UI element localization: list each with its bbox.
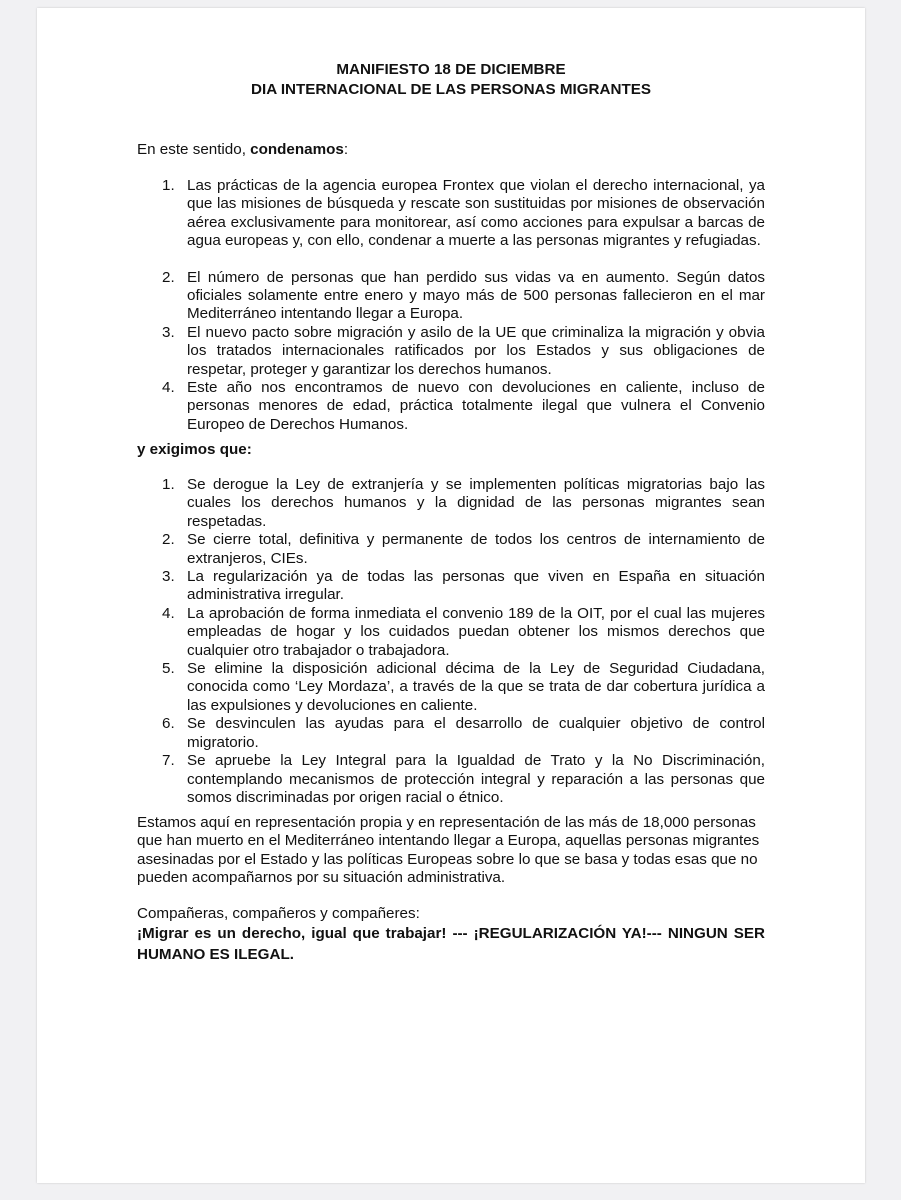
item-number: 6.	[162, 715, 175, 733]
list-item	[137, 531, 765, 568]
salutation: Compañeras, compañeros y compañeres:	[137, 905, 420, 922]
item-number: 7.	[162, 752, 175, 770]
list-item	[137, 660, 765, 715]
list-item	[137, 379, 765, 434]
document-title: MANIFIESTO 18 DE DICIEMBRE	[336, 61, 566, 78]
item-number: 2.	[162, 531, 175, 549]
slogan: ¡Migrar es un derecho, igual que trabajar! --- ¡REGULARIZACIÓN YA!--- NINGUN SER HUMANO ES ILEGAL.	[137, 925, 765, 963]
document-subtitle: DIA INTERNACIONAL DE LAS PERSONAS MIGRANTES	[251, 81, 651, 98]
list-item	[137, 177, 765, 251]
item-number: 3.	[162, 323, 175, 341]
demand-heading: y exigimos que:	[137, 441, 252, 458]
item-number: 2.	[162, 268, 175, 286]
intro-prefix: En este sentido,	[137, 141, 251, 158]
item-text: Se apruebe la Ley Integral para la Igualdad de Trato y la No Discriminación, contemplando mecanismos de protección integral y reparación a las personas que somos discriminadas por origen racial o étnico.	[187, 752, 765, 806]
list-item	[137, 269, 765, 324]
item-number: 1.	[162, 476, 175, 493]
item-number: 5.	[162, 660, 175, 678]
intro-suffix: :	[343, 141, 349, 158]
item-text: Este año nos encontramos de nuevo con devoluciones en caliente, incluso de personas menores de edad, práctica totalmente ilegal que vulnera el Convenio Europeo de Derechos Humanos.	[187, 379, 765, 433]
item-number: 4.	[162, 604, 175, 622]
item-text: El número de personas que han perdido sus vidas va en aumento. Según datos oficiales solamente entre enero y mayo más de 500 personas fallecieron en el mar Mediterráneo intentando llegar a Europa.	[187, 268, 765, 323]
closing-paragraph: Estamos aquí en representación propia y en representación de las más de 18,000 personas que han muerto en el Mediterráneo intentando llegar a Europa, aquellas personas migrantes asesinadas por el Estado y las políticas Europeas sobre lo que se basa y todas esas que no pueden acompañarnos por su situación administrativa.	[137, 814, 760, 887]
list-item	[137, 476, 765, 531]
item-text: La regularización ya de todas las personas que viven en España en situación administrativa irregular.	[187, 568, 765, 604]
item-text: Se elimine la disposición adicional décima de la Ley de Seguridad Ciudadana, conocida como ‘Ley Mordaza’, a través de la que se trata de dar cobertura jurídica a las expulsiones y devoluciones en caliente.	[187, 660, 765, 714]
list-item	[137, 605, 765, 660]
item-number: 4.	[162, 379, 175, 397]
list-item	[137, 752, 765, 807]
condemn-list	[137, 177, 765, 434]
item-text: Se derogue la Ley de extranjería y se implementen políticas migratorias bajo las cuales los derechos humanos y la dignidad de las personas migrantes sean respetadas.	[187, 476, 765, 530]
item-text: La aprobación de forma inmediata el convenio 189 de la OIT, por el cual las mujeres empleadas de hogar y los cuidados puedan obtener los mismos derechos que cualquier otro trabajador o trabajadora.	[187, 604, 765, 659]
list-item	[137, 568, 765, 605]
demand-list	[137, 476, 765, 807]
intro-bold-word: condenamos	[250, 141, 344, 158]
item-text: Se cierre total, definitiva y permanente de todos los centros de internamiento de extranjeros, CIEs.	[187, 531, 765, 567]
item-text: Se desvinculen las ayudas para el desarrollo de cualquier objetivo de control migratorio.	[187, 715, 765, 751]
document-page	[37, 8, 865, 1183]
intro-line	[137, 141, 765, 159]
item-text: El nuevo pacto sobre migración y asilo de la UE que criminaliza la migración y obvia los tratados internacionales ratificados por los Estados y sus obligaciones de respetar, proteger y garantizar los derechos humanos.	[187, 323, 765, 378]
item-number: 1.	[162, 177, 175, 194]
list-item	[137, 324, 765, 379]
item-number: 3.	[162, 568, 175, 586]
item-text: Las prácticas de la agencia europea Frontex que violan el derecho internacional, ya que las misiones de búsqueda y rescate son sustituidas por misiones de observación aérea exclusivamente para monitorear, así como acciones para expulsar a barcas de agua europeas y, con ello, condenar a muerte a las personas migrantes y refugiadas.	[187, 177, 765, 250]
list-item	[137, 715, 765, 752]
